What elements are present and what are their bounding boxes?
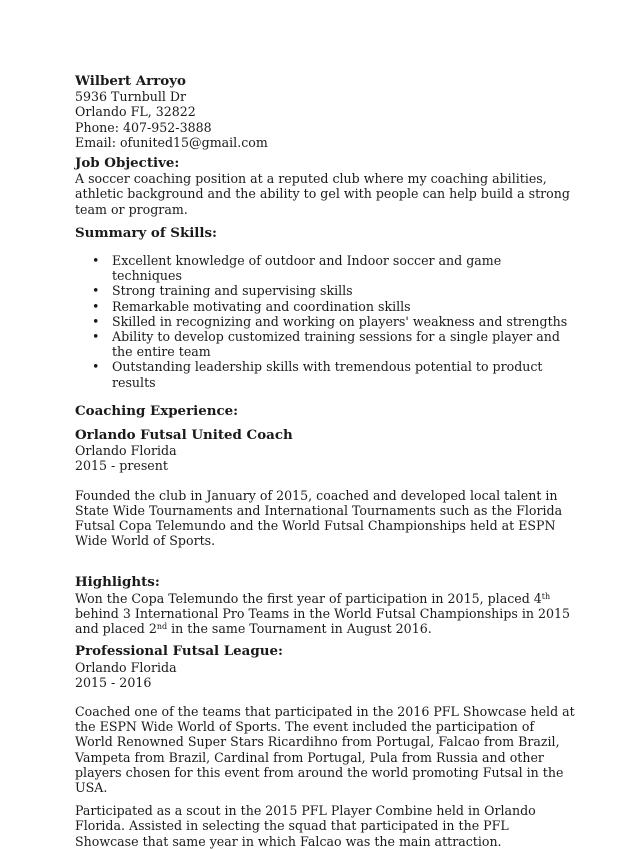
job-professional-futsal-league xyxy=(75,644,575,848)
highlights-text: Won the Copa Telemundo the first year of participation in 2015, placed 4th behind 3 International Pro Teams in the World Futsal Championships in 2015 and placed 2nd in the same Tournament in August 2016. xyxy=(75,590,571,637)
contact-block xyxy=(75,74,575,150)
bullet-icon: • xyxy=(92,253,100,269)
skills-heading: Summary of Skills: xyxy=(75,224,217,241)
bullet-icon: • xyxy=(92,359,100,375)
job-dates: 2015 - 2016 xyxy=(75,674,152,690)
city-line: Orlando FL, 32822 xyxy=(75,104,196,120)
highlights-section xyxy=(75,575,575,636)
skill-item: • Ability to develop customized training sessions for a single player and the entire team xyxy=(92,329,560,360)
job-description: Founded the club in January of 2015, coached and developed local talent in State Wide Tournaments and International Tournaments such as the Florida Futsal Copa Telemundo and the World Futsal Championships held at ESPN Wide World of Sports. xyxy=(75,487,563,549)
skill-item: • Strong training and supervising skills xyxy=(92,283,353,299)
phone-line: Phone: 407-952-3888 xyxy=(75,119,212,135)
bullet-icon: • xyxy=(92,298,100,314)
address-line: 5936 Turnbull Dr xyxy=(75,89,187,105)
bullet-icon: • xyxy=(92,283,100,299)
job-title: Orlando Futsal United Coach xyxy=(75,427,293,444)
bullet-icon: • xyxy=(92,329,100,345)
applicant-name: Wilbert Arroyo xyxy=(75,73,186,89)
email-line: Email: ofunited15@gmail.com xyxy=(75,134,268,150)
job-dates: 2015 - present xyxy=(75,458,168,474)
objective-heading: Job Objective: xyxy=(75,155,180,172)
resume-page xyxy=(75,74,575,849)
job-title: Professional Futsal League: xyxy=(75,643,283,660)
skills-list xyxy=(75,253,575,390)
skill-item: • Outstanding leadership skills with tremendous potential to product results xyxy=(92,359,543,390)
skill-item: • Skilled in recognizing and working on players' weakness and strengths xyxy=(92,313,568,329)
objective-text: A soccer coaching position at a reputed club where my coaching abilities, athletic background and the ability to gel with people can help build a strong team or program. xyxy=(75,171,570,217)
skill-item: • Excellent knowledge of outdoor and Indoor soccer and game techniques xyxy=(92,253,502,284)
job-description: Coached one of the teams that participated in the 2016 PFL Showcase held at the ESPN Wide World of Sports. The event included the participation of World Renowned Super Stars Ricardihno from Portugal, Falcao from Brazil, Vampeta from Brazil, Cardinal from Portugal, Pula from Russia and other players chosen for this event from around the world promoting Futsal in the USA. xyxy=(75,703,575,795)
job-location: Orlando Florida xyxy=(75,443,177,459)
job-description-2: Participated as a scout in the 2015 PFL Player Combine held in Orlando Florida. Assisted in selecting the squad that participated in the PFL Showcase that same year in which Falcao was the main attraction. xyxy=(75,803,536,849)
bullet-icon: • xyxy=(92,313,100,329)
job-orlando-futsal-united xyxy=(75,428,575,548)
highlights-heading: Highlights: xyxy=(75,574,160,591)
experience-heading: Coaching Experience: xyxy=(75,402,239,419)
job-location: Orlando Florida xyxy=(75,659,177,675)
skill-item: • Remarkable motivating and coordination skills xyxy=(92,298,411,314)
